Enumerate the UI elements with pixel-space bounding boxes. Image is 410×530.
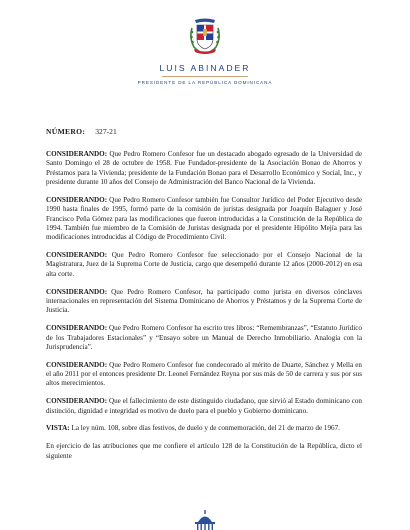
paragraph-text: Que Pedro Romero Confesor fue condecorado al mérito de Duarte, Sánchez y Mella en el año 2011 por el entonces presidente Dr. Leonel Fernández Reyna por sus más de 50 de carrera y sus por sus altos merecimientos.	[46, 360, 362, 388]
president-name: LUIS ABINADER	[159, 63, 251, 73]
paragraph-text: Que Pedro Romero Confesor ha escrito tres libros: “Remembranzas”, “Estatuto Jurídico de los Trabajadores Estacionales” y “Ensayo sobre un Manual de Derecho Inmobiliario. Analogía con la Jurisprudencia”.	[46, 324, 362, 351]
decree-number	[46, 127, 117, 136]
paragraph	[46, 150, 362, 187]
paragraph-text: Que el fallecimiento de este distinguido ciudadano, que sirvió al Estado dominicano con distinción, dignidad e integridad es motivo de duelo para el pueblo y Gobierno dominicano.	[46, 397, 362, 415]
paragraph	[46, 442, 362, 461]
paragraph	[46, 324, 362, 352]
letterhead	[0, 0, 410, 120]
decree-body	[46, 150, 362, 469]
paragraph	[46, 397, 362, 416]
header-divider	[162, 76, 248, 77]
paragraph-text: Que Pedro Romero Confesor también fue Consultor Jurídico del Poder Ejecutivo desde 1990 hasta finales de 1995, formó parte de la comisión de juristas designada por Joaquín Balaguer y José Francisco Peña Gómez para las modificaciones que fueron introducidas a la Constitución de la República de 1994. También fue miembro de la Comisión de Juristas designada por el presidente Hipólito Mejía para las modificaciones introducidas al Código de Procedimiento Civil.	[46, 195, 362, 242]
paragraph-text: Que Pedro Romero Confesor fue un destacado abogado egresado de la Universidad de Santo Domingo el 28 de octubre de 1958. Fue Fundador-presidente de la Asociación Bonao de Ahorros y Préstamos para la Vivienda; presidente de la Fundación Bonao para el Desarrollo Económico y Social, Inc., y presidente durante 10 años del Consejo de Administración del Banco Nacional de la Vivienda.	[46, 150, 362, 187]
paragraph-lead: CONSIDERANDO:	[46, 195, 108, 204]
paragraph	[46, 251, 362, 279]
paragraph-lead: CONSIDERANDO:	[46, 360, 108, 369]
paragraph	[46, 361, 362, 389]
paragraph	[46, 288, 362, 316]
paragraph	[46, 424, 362, 433]
coat-of-arms-icon	[188, 16, 222, 56]
paragraph	[46, 196, 362, 243]
paragraph-lead: CONSIDERANDO:	[46, 324, 108, 333]
paragraph-lead: CONSIDERANDO:	[46, 251, 108, 260]
paragraph-text: En ejercicio de las atribuciones que me confiere el artículo 128 de la Constitución de la República, dicto el siguiente	[46, 442, 362, 460]
paragraph-text: Que Pedro Romero Confesor fue seleccionado por el Consejo Nacional de la Magistratura, Juez de la Suprema Corte de Justicia, cargo que desempeñó durante 12 años (2000-2012) en esa alta corte.	[46, 251, 362, 278]
paragraph-lead: VISTA:	[46, 424, 70, 433]
decree-number-label: NÚMERO:	[46, 127, 86, 136]
president-title: PRESIDENTE DE LA REPÚBLICA DOMINICANA	[137, 80, 273, 85]
palace-dome-icon	[190, 508, 220, 530]
paragraph-text: La ley núm. 108, sobre días festivos, de duelo y de conmemoración, del 21 de marzo de 1967.	[69, 424, 340, 433]
decree-number-value: 327-21	[95, 127, 117, 136]
paragraph-lead: CONSIDERANDO:	[46, 150, 108, 158]
paragraph-lead: CONSIDERANDO:	[46, 397, 108, 406]
paragraph-lead: CONSIDERANDO:	[46, 287, 108, 296]
paragraph-text: Que Pedro Romero Confesor, ha participado como jurista en diversos cónclaves internacionales en representación del Sistema Dominicano de Ahorros y Préstamos y de la Suprema Corte de Justicia.	[46, 287, 362, 315]
